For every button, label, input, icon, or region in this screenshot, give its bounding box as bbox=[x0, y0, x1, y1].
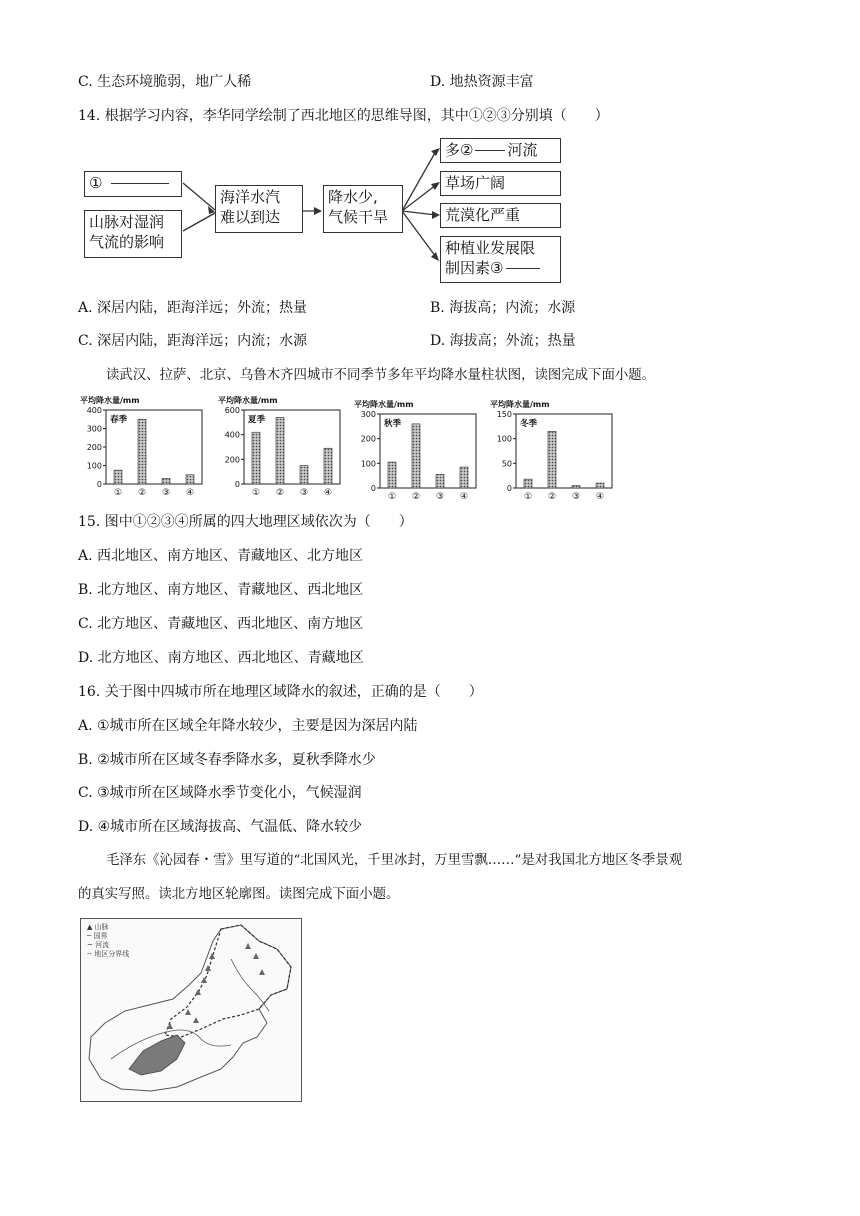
bar bbox=[114, 470, 122, 484]
y-tick-label: 0 bbox=[234, 480, 240, 489]
bar bbox=[388, 462, 396, 488]
bar bbox=[324, 448, 332, 484]
y-tick-label: 200 bbox=[360, 434, 376, 444]
bar bbox=[572, 486, 580, 488]
svg-text:~ 河流: ~ 河流 bbox=[87, 941, 110, 949]
mindmap-box-rivers bbox=[440, 138, 561, 163]
blank-1-underline bbox=[111, 183, 169, 184]
mountain-line2: 气流的影响 bbox=[89, 233, 165, 251]
x-category-label: ① bbox=[387, 492, 397, 502]
mindmap-box-desertification bbox=[440, 203, 561, 228]
x-category-label: ① bbox=[113, 488, 123, 498]
bar bbox=[252, 432, 260, 484]
q16-option-d: D. ④城市所在区域海拔高、气温低、降水较少 bbox=[78, 819, 363, 835]
q15-option-c: C. 北方地区、青藏地区、西北地区、南方地区 bbox=[78, 616, 364, 632]
map-intro-line2: 的真实写照。读北方地区轮廓图。读图完成下面小题。 bbox=[78, 887, 400, 902]
q15-option-b: B. 北方地区、南方地区、青藏地区、西北地区 bbox=[78, 582, 364, 598]
desertification-label: 荒漠化严重 bbox=[445, 206, 521, 224]
bar bbox=[300, 466, 308, 485]
legend-mountain: 山脉 bbox=[94, 923, 109, 931]
farming-line1: 种植业发展限 bbox=[445, 239, 536, 257]
bar bbox=[548, 431, 556, 488]
x-category-label: ③ bbox=[435, 492, 445, 502]
chart-winter-svg bbox=[488, 398, 618, 502]
rivers-suffix: 河流 bbox=[507, 141, 538, 159]
mindmap-box-blank-1 bbox=[84, 171, 182, 197]
chart-autumn-svg bbox=[352, 398, 482, 502]
chart-ylabel: 平均降水量/mm bbox=[80, 396, 140, 405]
ocean-line2: 难以到达 bbox=[220, 208, 281, 226]
bar bbox=[138, 419, 146, 484]
svg-text:▲ 山脉: ▲ 山脉 bbox=[87, 923, 109, 931]
map-intro-line1: 毛泽东《沁园春・雪》里写道的“北国风光，千里冰封，万里雪飘……”是对我国北方地区冬季景观 bbox=[106, 853, 683, 868]
x-category-label: ② bbox=[547, 492, 557, 502]
chart-summer-svg bbox=[216, 394, 346, 498]
q16-option-b: B. ②城市所在区域冬春季降水多，夏秋季降水少 bbox=[78, 752, 376, 768]
grassland-label: 草场广阔 bbox=[445, 174, 506, 192]
map-north-region-outline bbox=[165, 925, 291, 1037]
y-tick-label: 100 bbox=[496, 434, 512, 444]
y-tick-label: 50 bbox=[501, 459, 512, 469]
x-category-label: ④ bbox=[185, 488, 195, 498]
chart-title: 秋季 bbox=[384, 419, 402, 429]
x-category-label: ② bbox=[411, 492, 421, 502]
bar bbox=[460, 467, 468, 488]
legend-boundary: 地区分界线 bbox=[94, 950, 130, 958]
drought-line2: 气候干旱 bbox=[328, 208, 389, 226]
x-category-label: ③ bbox=[571, 492, 581, 502]
map-legend bbox=[86, 922, 129, 958]
y-tick-label: 100 bbox=[86, 461, 102, 471]
q14-option-c: C. 深居内陆，距海洋远；内流；水源 bbox=[78, 333, 308, 349]
chart-title: 春季 bbox=[110, 415, 128, 425]
y-tick-label: 300 bbox=[360, 410, 376, 419]
q14-option-a: A. 深居内陆，距海洋远；外流；热量 bbox=[78, 300, 308, 316]
bar bbox=[412, 424, 420, 488]
x-category-label: ④ bbox=[323, 488, 333, 498]
x-category-label: ① bbox=[523, 492, 533, 502]
bar bbox=[436, 474, 444, 488]
bar bbox=[186, 475, 194, 484]
y-tick-label: 100 bbox=[360, 459, 376, 469]
svg-text:-- 地区分界线: -- 地区分界线 bbox=[87, 950, 130, 958]
bar bbox=[524, 479, 532, 488]
y-tick-label: 400 bbox=[86, 406, 102, 415]
y-tick-label: 600 bbox=[224, 406, 240, 415]
mindmap-box-farming bbox=[440, 236, 561, 283]
north-region-map bbox=[80, 918, 302, 1102]
y-tick-label: 300 bbox=[86, 424, 102, 434]
q16-option-a: A. ①城市所在区域全年降水较少，主要是因为深居内陆 bbox=[78, 718, 418, 734]
chart-winter bbox=[488, 398, 618, 502]
x-category-label: ② bbox=[275, 488, 285, 498]
x-category-label: ① bbox=[251, 488, 261, 498]
rivers-prefix: 多② bbox=[445, 141, 474, 159]
mountain-line1: 山脉对湿润 bbox=[89, 213, 165, 231]
blank-3-underline bbox=[506, 268, 540, 269]
blank-1-label: ① bbox=[89, 174, 103, 192]
chart-spring bbox=[78, 394, 208, 498]
x-category-label: ④ bbox=[595, 492, 605, 502]
y-tick-label: 0 bbox=[370, 484, 376, 493]
ocean-line1: 海洋水汽 bbox=[220, 188, 281, 206]
y-tick-label: 0 bbox=[96, 480, 102, 489]
q14-option-d: D. 海拔高；外流；热量 bbox=[430, 333, 576, 349]
legend-river: 河流 bbox=[95, 941, 110, 949]
farming-line2: 制因素③ bbox=[445, 259, 504, 277]
q16-option-c: C. ③城市所在区域降水季节变化小，气候湿润 bbox=[78, 785, 362, 801]
mindmap-box-grassland bbox=[440, 171, 561, 196]
blank-2-underline bbox=[475, 150, 505, 151]
y-tick-label: 400 bbox=[224, 430, 240, 440]
y-tick-label: 200 bbox=[224, 455, 240, 465]
q16-stem: 16. 关于图中四城市所在地理区域降水的叙述，正确的是（ ） bbox=[78, 684, 483, 700]
chart-autumn bbox=[352, 398, 482, 502]
x-category-label: ③ bbox=[299, 488, 309, 498]
map-mountains bbox=[167, 943, 265, 1029]
q15-stem: 15. 图中①②③④所属的四大地理区域依次为（ ） bbox=[78, 514, 413, 530]
q13-option-c: C. 生态环境脆弱，地广人稀 bbox=[78, 74, 252, 90]
chart-ylabel: 平均降水量/mm bbox=[354, 400, 414, 409]
chart-ylabel: 平均降水量/mm bbox=[218, 396, 278, 405]
chart-title: 冬季 bbox=[520, 419, 538, 429]
drought-line1: 降水少, bbox=[328, 188, 378, 206]
chart-summer bbox=[216, 394, 346, 498]
y-tick-label: 0 bbox=[506, 484, 512, 493]
x-category-label: ③ bbox=[161, 488, 171, 498]
q15-option-d: D. 北方地区、南方地区、西北地区、青藏地区 bbox=[78, 650, 364, 666]
mindmap-box-mountain bbox=[84, 210, 182, 258]
chart-title: 夏季 bbox=[248, 415, 266, 425]
chart-ylabel: 平均降水量/mm bbox=[490, 400, 550, 409]
q14-option-b: B. 海拔高；内流；水源 bbox=[430, 300, 576, 316]
y-tick-label: 200 bbox=[86, 443, 102, 452]
legend-border: 国界 bbox=[93, 932, 108, 940]
bar bbox=[276, 417, 284, 484]
mindmap-box-ocean bbox=[215, 185, 303, 233]
north-region-map-svg bbox=[81, 919, 299, 1099]
mindmap-box-drought bbox=[323, 185, 403, 233]
bar bbox=[596, 483, 604, 488]
charts-intro: 读武汉、拉萨、北京、乌鲁木齐四城市不同季节多年平均降水量柱状图，读图完成下面小题。 bbox=[106, 368, 656, 383]
q14-stem: 14. 根据学习内容，李华同学绘制了西北地区的思维导图，其中①②③分别填（ ） bbox=[78, 108, 609, 124]
x-category-label: ④ bbox=[459, 492, 469, 502]
y-tick-label: 150 bbox=[496, 410, 512, 419]
map-shaded-area bbox=[129, 1035, 185, 1075]
q15-option-a: A. 西北地区、南方地区、青藏地区、北方地区 bbox=[78, 548, 364, 564]
svg-text:─ 国界: ─ 国界 bbox=[87, 932, 108, 940]
x-category-label: ② bbox=[137, 488, 147, 498]
bar bbox=[162, 478, 170, 484]
chart-spring-svg bbox=[78, 394, 208, 498]
map-river-northeast bbox=[231, 959, 269, 1011]
q13-option-d: D. 地热资源丰富 bbox=[430, 74, 534, 90]
